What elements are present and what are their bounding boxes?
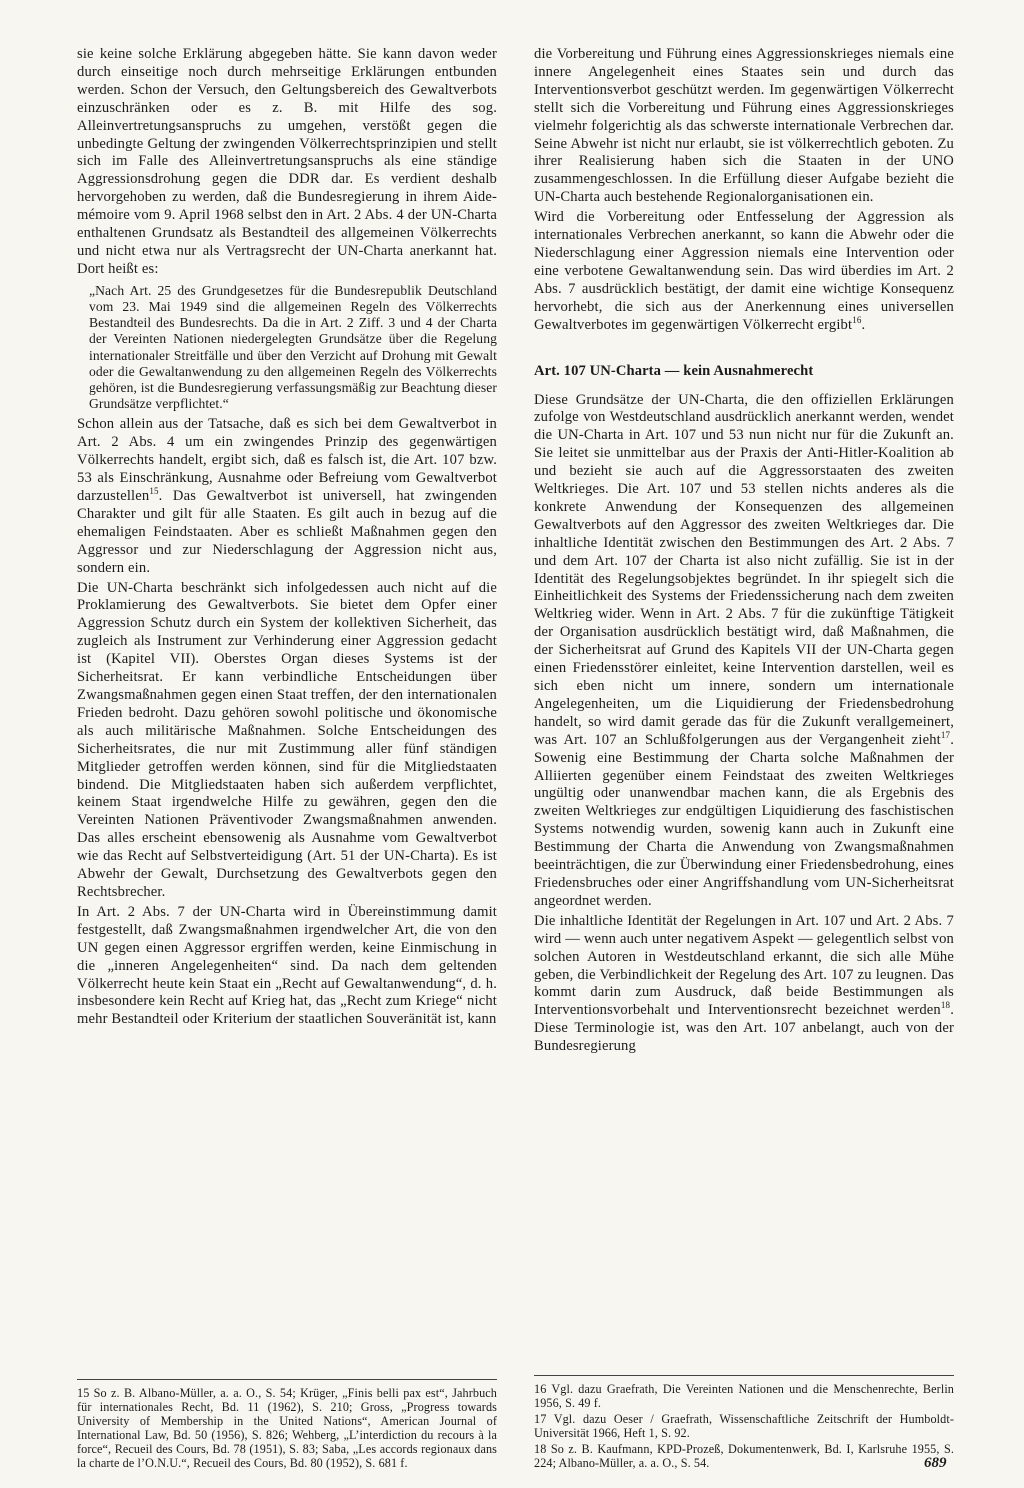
footnotes-left bbox=[77, 1379, 497, 1472]
paragraph-text: Schon allein aus der Tatsache, daß es sich bei dem Gewaltverbot in Art. 2 Abs. 4 um ein zwingendes Prinzip des gegenwärtigen Völkerrechts handelt, ergibt sich, daß es falsch ist, die Art. 107 bzw. 53 als Einschränkung, Ausnahme oder Befreiung vom Gewaltverbot darzustellen bbox=[77, 416, 497, 505]
paragraph-text: Die inhaltliche Identität der Regelungen in Art. 107 und Art. 2 Abs. 7 wird — wenn auch unter negativem Aspekt — gelegentlich selbst von solchen Autoren in Westdeutschland erkannt, die sich alle Mühe geben, die Verbindlichkeit der Regelung des Art. 107 zu leugnen. Das kommt darin zum Ausdruck, daß beide Bestimmungen als Interventionsvorbehalt und Interventionsrecht bezeichnet werden bbox=[534, 912, 954, 1019]
footnotes-right bbox=[534, 1375, 954, 1472]
body-paragraph bbox=[534, 913, 954, 1056]
body-paragraph bbox=[77, 416, 497, 577]
paragraph-text: . Das Gewaltverbot ist universell, hat zwingenden Charakter und gilt für alle Staaten. Es gilt auch in bezug auf die ehemaligen Feindstaaten. Aber es schließt Maßnahmen gegen den Aggressor und zur Niederschlagung der Aggression nicht aus, sondern ein. bbox=[77, 488, 497, 576]
paragraph-text: Wird die Vorbereitung oder Entfesselung der Aggression als internationales Verbrechen anerkannt, so kann die Abwehr oder die Niederschlagung einer Aggression niemals eine Intervention oder eine verbotene Gewaltanwendung sein. Das wird überdies im Art. 2 Abs. 7 ausdrücklich bestätigt, der damit eine wichtige Konsequenz hervorhebt, die sich aus der Anerkennung eines universellen Gewaltverbotes im gegenwärtigen Völkerrecht ergibt bbox=[534, 209, 954, 333]
body-paragraph: sie keine solche Erklärung abgegeben hätte. Sie kann davon weder durch einseitige noch durch mehrseitige Erklärungen entbunden werden. Schon der Versuch, den Geltungsbereich des Gewaltverbots einzuschränken oder es z. B. mit Hilfe des sog. Alleinvertretungsanspruchs zu umgehen, verstößt gegen die unbedingte Geltung der zwingenden Völkerrechtsprinzipien und stellt sich im Falle des Alleinvertretungsanspruchs als eine ständige Aggressionsdrohung gegen die DDR dar. Es verdient deshalb hervorgehoben zu werden, daß die Bundesregierung in ihrem Aide-mémoire vom 9. April 1968 selbst den in Art. 2 Abs. 4 der UN-Charta enthaltenen Grundsatz als Bestandteil des allgemeinen Völkerrechts und nicht etwa nur als Vertragsrecht der UN-Charta anerkannt hat. Dort heißt es: bbox=[77, 46, 497, 277]
body-paragraph: die Vorbereitung und Führung eines Aggressionskrieges niemals eine innere Angelegenheit eines Staates sein und durch das Interventionsverbot geschützt werden. Im gegenwärtigen Völkerrecht stellt sich die Vorbereitung und Führung eines Aggressionskrieges vielmehr folgerichtig als das schwerste internationale Verbrechen dar. Seine Abwehr ist nicht nur erlaubt, sie ist völkerrechtlich geboten. Zu ihrer Realisierung haben sich die Staaten in der UNO zusammengeschlossen. In die Erfüllung dieser Aufgabe bezieht die UN-Charta auch bestehende Regionalorganisationen ein. bbox=[534, 46, 954, 206]
body-paragraph bbox=[534, 392, 954, 911]
body-paragraph: In Art. 2 Abs. 7 der UN-Charta wird in Übereinstimmung damit festgestellt, daß Zwangsmaßnahmen irgendwelcher Art, die von den UN gegen einen Aggressor ergriffen werden, keine Einmischung in die „inneren Angelegenheiten“ sind. Da nach dem geltenden Völkerrecht heute kein Staat ein „Recht auf Gewaltanwendung“, d. h. insbesondere kein Recht auf Krieg hat, das „Recht zum Kriege“ nicht mehr Bestandteil oder Kriterium der staatlichen Souveränität ist, kann bbox=[77, 903, 497, 1028]
section-heading: Art. 107 UN-Charta — kein Ausnahmerecht bbox=[534, 362, 814, 379]
footnote-15: 15 So z. B. Albano-Müller, a. a. O., S. 54; Krüger, „Finis belli pax est“, Jahrbuch für internationales Recht, Bd. 11 (1962), S. 210; Gross, „Progress towards University of Membership in the United Nations“, American Journal of International Law, Bd. 50 (1956), S. 826; Wehberg, „L’interdiction du recours à la force“, Recueil des Cours, Bd. 78 (1951), S. 83; Saba, „Les accords regionaux dans la charte de l’O.N.U.“, Recueil des Cours, Bd. 80 (1952), S. 681 f. bbox=[77, 1386, 497, 1470]
right-column bbox=[534, 46, 954, 1058]
body-paragraph: Die UN-Charta beschränkt sich infolgedessen auch nicht auf die Proklamierung des Gewaltverbots. Sie bietet dem Opfer einer Aggression Schutz durch ein System der kollektiven Sicherheit, das zugleich als Instrument zur Verhinderung einer Aggression gedacht ist (Kapitel VII). Oberstes Organ dieses Systems ist der Sicherheitsrat. Er kann verbindliche Entscheidungen über Zwangsmaßnahmen gegen einen Staat treffen, der den internationalen Frieden bedroht. Dazu gehören sowohl politische und ökonomische als auch militärische Maßnahmen. Solche Entscheidungen des Sicherheitsrates, die nur mit Zustimmung aller fünf ständigen Mitglieder getroffen werden können, sind für die Mitgliedstaaten bindend. Die Mitgliedstaaten haben sich außerdem verpflichtet, keinem Staat irgendwelche Hilfe zu gewähren, gegen den die Vereinten Nationen Präventivoder Zwangsmaßnahmen anwenden. Das alles erscheint ebensowenig als Ausnahme vom Gewaltverbot wie das Recht auf Selbstverteidigung (Art. 51 der UN-Charta). Es ist Abwehr der Gewalt, Durchsetzung des Gewaltverbots gegen den Rechtsbrecher. bbox=[77, 579, 497, 900]
page-number: 689 bbox=[924, 1455, 947, 1471]
paragraph-text: . bbox=[861, 316, 866, 333]
footnote-17: 17 Vgl. dazu Oeser / Graefrath, Wissenschaftliche Zeitschrift der Humboldt-Universität 1966, Heft 1, S. 92. bbox=[534, 1412, 954, 1440]
paragraph-text: . Sowenig eine Bestimmung der Charta solche Maßnahmen der Alliierten gegenüber einem Feindstaat des zweiten Weltkrieges ungültig oder unanwendbar machen kann, die als Ergebnis des zweiten Weltkrieges zur endgültigen Liquidierung des faschistischen Systems notwendig wurden, sowenig kann auch in Zukunft eine Bestimmung der Charta die Anwendung von Zwangsmaßnahmen beeinträchtigen, die zur Überwindung einer Friedensbedrohung, eines Friedensbruches oder einer Angriffshandlung vom UN-Sicherheitsrat angeordnet werden. bbox=[534, 731, 954, 909]
footnote-reference[interactable]: 17 bbox=[940, 729, 951, 740]
footnote-16: 16 Vgl. dazu Graefrath, Die Vereinten Nationen und die Menschenrechte, Berlin 1956, S. 49 f. bbox=[534, 1382, 954, 1410]
paragraph-text: Diese Grundsätze der UN-Charta, die den offiziellen Erklärungen zufolge von Westdeutschland ausdrücklich anerkannt werden, wendet die UN-Charta in Art. 107 und 53 nun nicht nur für die Zukunft an. Sie leitet sie unmittelbar aus der Praxis der Anti-Hitler-Koalition ab und bezieht sie auch auf die Aggressorstaaten des zweiten Weltkrieges. Die Art. 107 und 53 stellen nichts anderes als die konkrete Anwendung der Konsequenzen des allgemeinen Gewaltverbots auf den Aggressor des zweiten Weltkrieges dar. Die inhaltliche Identität zwischen den Bestimmungen des Art. 2 Abs. 7 und dem Art. 107 der Charta ist also nicht zufällig. Sie ist in der Identität des Regelungsobjektes begründet. In ihr spiegelt sich die Einheitlichkeit des Systems der Friedenssicherung nach dem zweiten Weltkrieg wider. Wenn in Art. 2 Abs. 7 für die zukünftige Tätigkeit der Organisation ausdrücklich bestätigt wird, daß Maßnahmen, die der Sicherheitsrat auf Grund des Kapitels VII der UN-Charta gegen einen Friedensstörer einleitet, keine Intervention darstellen, weil es sich eben nicht um innere, sondern um internationale Angelegenheiten, um die Liquidierung der Friedensbedrohung handelt, so wird damit gerade das für die Zukunft verallgemeinert, was Art. 107 an Schlußfolgerungen aus der Vergangenheit zieht bbox=[534, 391, 954, 748]
footnote-reference[interactable]: 16 bbox=[852, 314, 862, 325]
body-paragraph bbox=[534, 209, 954, 334]
block-quote: „Nach Art. 25 des Grundgesetzes für die Bundesrepublik Deutschland vom 23. Mai 1949 sind die allgemeinen Regeln des Völkerrechts Bestandteil des Bundesrechts. Da die in Art. 2 Ziff. 3 und 4 der Charta der Vereinten Nationen niedergelegten Grundsätze über die Regelung internationaler Streitfälle und über den Verzicht auf Drohung mit Gewalt oder die Gewaltanwendung zu den allgemeinen Regeln des Völkerrechts gehören, ist die Bundesregierung verfassungsmäßig zur Beachtung dieser Grundsätze verpflichtet.“ bbox=[89, 282, 497, 412]
footnote-reference[interactable]: 15 bbox=[149, 486, 159, 497]
left-column bbox=[77, 46, 497, 1031]
footnote-18: 18 So z. B. Kaufmann, KPD-Prozeß, Dokumentenwerk, Bd. I, Karlsruhe 1955, S. 224; Albano-Müller, a. a. O., S. 54. bbox=[534, 1442, 954, 1470]
paragraph-text: . Diese Terminologie ist, was den Art. 107 anbelangt, auch von der Bundesregierung bbox=[534, 1002, 954, 1055]
footnote-reference[interactable]: 18 bbox=[940, 1000, 951, 1011]
